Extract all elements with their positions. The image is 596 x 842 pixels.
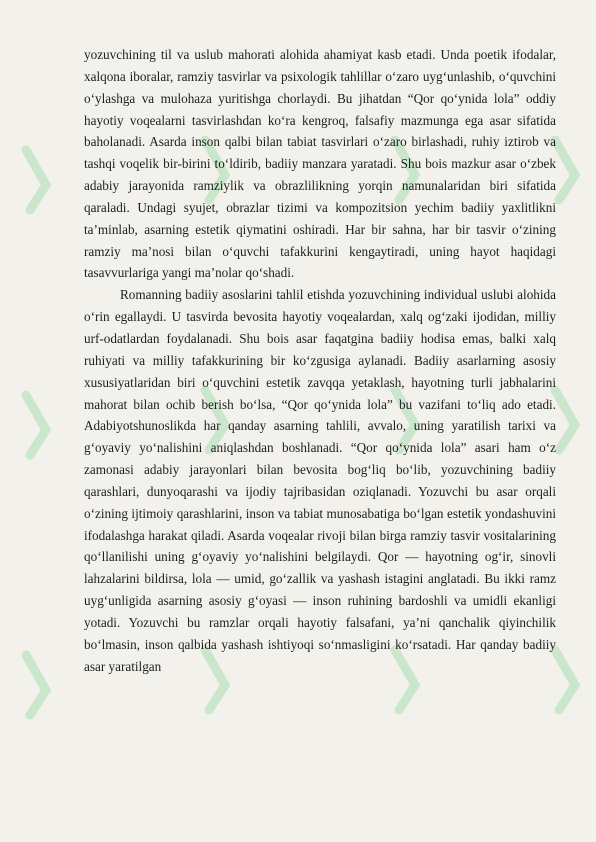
watermark-mark xyxy=(26,395,46,455)
paragraph-continuation: yozuvchining til va uslub mahorati alohida ahamiyat kasb etadi. Unda poetik ifodalar, xalqona iboralar, ramziy tasvirlar va psixologik tahlillar o‘zaro uyg‘unlashib, o‘quvchini o‘ylashga va mulohaza yuritishga chorlaydi. Bu jihatdan “Qor qo‘ynida lola” oddiy hayotiy voqealarni tasvirlashdan ko‘ra kengroq, falsafiy mazmunga ega asar sifatida baholanadi. Asarda inson qalbi bilan tabiat tasvirlari o‘zaro birlashadi, ruhiy iztirob va tashqi voqelik bir-birini to‘ldirib, badiiy manzara yaratadi. Shu bois mazkur asar o‘zbek adabiy jarayonida ramziylik va obrazlilikning yorqin namunalaridan biri sifatida qaraladi. Undagi syujet, obrazlar tizimi va kompozitsion yechim badiiy yaxlitlikni ta’minlab, asarning estetik qiymatini oshiradi. Har bir sahna, har bir tasvir o‘zining ramziy ma’nosi bilan o‘quvchi tafakkurini kengaytiradi, uning hayot haqidagi tasavvurlariga yangi ma’nolar qo‘shadi. xyxy=(84,47,556,281)
watermark-mark xyxy=(26,655,46,715)
watermark-mark xyxy=(555,650,575,710)
paragraph-romanning: Romanning badiiy asoslarini tahlil etishda yozuvchining individual uslubi alohida o‘rin egallaydi. U tasvirda bevosita hayotiy voqealardan, xalq og‘zaki ijodidan, milliy urf-odatlardan foydalanadi. Shu bois asar faqatgina badiiy hodisa emas, balki xalq ruhiyati va milliy tafakkurining bir ko‘zgusiga aylanadi. Badiiy asarlarning asosiy xususiyatlaridan biri o‘quvchini estetik zavqqa yetaklash, hayotning turli jabhalarini mahorat bilan ochib berish bo‘lsa, “Qor qo‘ynida lola” bu vazifani to‘liq ado etadi. Adabiyotshunoslikda har qanday asarning tahlili, avvalo, uning yaratilish tarixi va g‘oyaviy yo‘nalishini aniqlashdan boshlanadi. “Qor qo‘ynida lola” asari ham o‘z zamonasi adabiy jarayonlari bilan bevosita bog‘liq bo‘lib, yozuvchining badiiy qarashlari, dunyoqarashi va ijodiy tajribasidan oziqlanadi. Yozuvchi bu asar orqali o‘zining ijtimoiy qarashlarini, inson va tabiat munosabatiga bo‘lgan estetik yondashuvini ifodalashga harakat qiladi. Asarda voqealar rivoji bilan birga ramziy tasvir vositalarining qo‘llanilishi uning g‘oyaviy yo‘nalishini belgilaydi. Qor — hayotning og‘ir, sinovli lahzalarini bildirsa, lola — umid, go‘zallik va yashash istagini anglatadi. Bu ikki ramz uyg‘unligida asarning asosiy g‘oyasi — inson ruhining bardoshli va umidli ekanligi yotadi. Yozuvchi bu ramzlar orqali hayotiy falsafani, ya’ni qanchalik qiyinchilik bo‘lmasin, inson qalbida yashash ishtiyoqi so‘nmasligini ko‘rsatadi. Har qanday badiiy asar yaratilgan xyxy=(84,287,556,674)
body-text xyxy=(84,44,556,677)
watermark-mark xyxy=(26,150,46,210)
watermark-mark xyxy=(555,390,575,450)
watermark-mark xyxy=(555,140,575,200)
